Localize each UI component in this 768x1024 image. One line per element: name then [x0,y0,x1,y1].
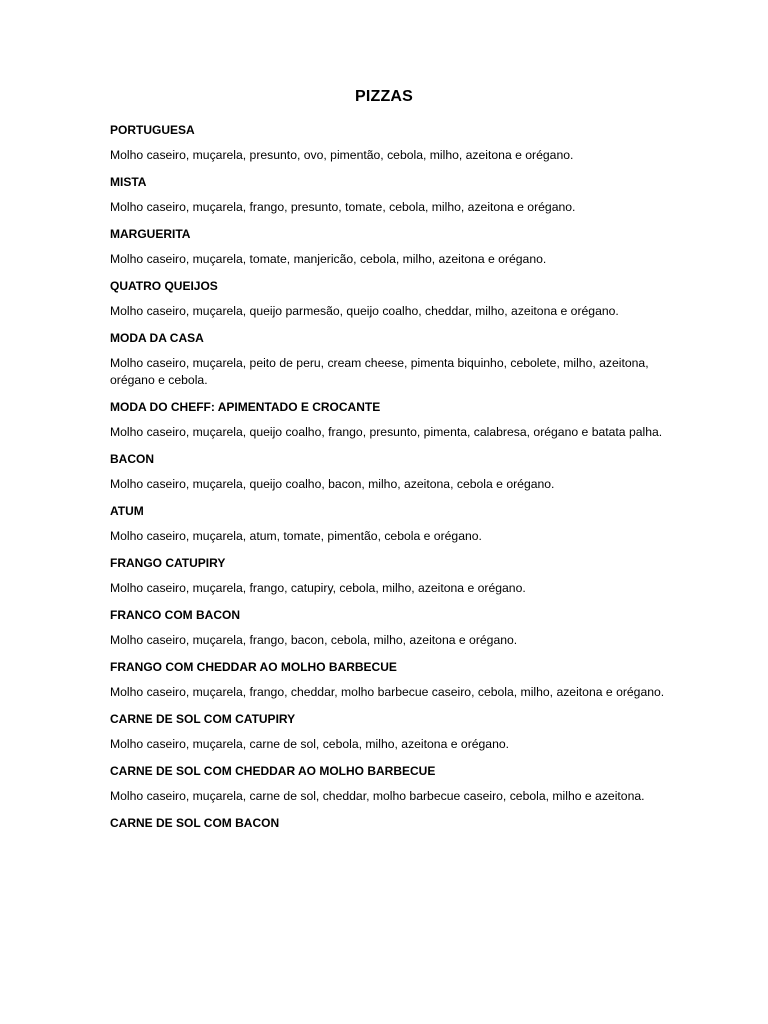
list-item [110,330,670,389]
list-item [110,451,670,493]
pizza-name: FRANGO COM CHEDDAR AO MOLHO BARBECUE [110,660,397,674]
pizza-name: CARNE DE SOL COM CATUPIRY [110,712,296,726]
pizza-name: QUATRO QUEIJOS [110,279,218,293]
pizza-name: FRANGO CATUPIRY [110,556,226,570]
list-item [110,174,670,216]
list-item [110,122,670,164]
pizza-description: Molho caseiro, muçarela, frango, catupiry, cebola, milho, azeitona e orégano. [110,581,526,595]
list-item [110,659,670,701]
list-item [110,607,670,649]
pizza-name: MARGUERITA [110,227,191,241]
pizza-description: Molho caseiro, muçarela, carne de sol, cebola, milho, azeitona e orégano. [110,737,510,751]
list-item [110,763,670,805]
pizza-name: PORTUGUESA [110,123,195,137]
list-item [110,226,670,268]
list-item [110,555,670,597]
pizza-name: ATUM [110,504,144,518]
pizza-description: Molho caseiro, muçarela, queijo coalho, bacon, milho, azeitona, cebola e orégano. [110,477,555,491]
pizza-description: Molho caseiro, muçarela, tomate, manjericão, cebola, milho, azeitona e orégano. [110,252,547,266]
pizza-description: Molho caseiro, muçarela, presunto, ovo, pimentão, cebola, milho, azeitona e orégano. [110,148,574,162]
list-item [110,278,670,320]
pizza-name: CARNE DE SOL COM CHEDDAR AO MOLHO BARBECUE [110,764,436,778]
pizza-description: Molho caseiro, muçarela, frango, bacon, cebola, milho, azeitona e orégano. [110,633,518,647]
pizza-name: MODA DA CASA [110,331,204,345]
list-item [110,399,670,441]
pizza-name: FRANCO COM BACON [110,608,240,622]
pizza-name: MISTA [110,175,147,189]
pizza-description: Molho caseiro, muçarela, frango, presunto, tomate, cebola, milho, azeitona e orégano. [110,200,576,214]
page-title: PIZZAS [354,88,414,105]
list-item [110,711,670,753]
pizza-description: Molho caseiro, muçarela, peito de peru, cream cheese, pimenta biquinho, cebolete, milho, azeitona, orégano e cebola. [110,356,649,387]
pizza-description: Molho caseiro, muçarela, queijo coalho, frango, presunto, pimenta, calabresa, orégano e batata palha. [110,425,663,439]
list-item [110,815,670,831]
pizza-description: Molho caseiro, muçarela, frango, cheddar, molho barbecue caseiro, cebola, milho, azeitona e orégano. [110,685,665,699]
pizza-description: Molho caseiro, muçarela, atum, tomate, pimentão, cebola e orégano. [110,529,482,543]
pizza-name: BACON [110,452,154,466]
pizza-list [110,122,670,841]
pizza-name: CARNE DE SOL COM BACON [110,816,280,830]
list-item [110,503,670,545]
pizza-description: Molho caseiro, muçarela, carne de sol, cheddar, molho barbecue caseiro, cebola, milho e azeitona. [110,789,645,803]
pizza-name: MODA DO CHEFF: APIMENTADO E CROCANTE [110,400,381,414]
pizza-description: Molho caseiro, muçarela, queijo parmesão, queijo coalho, cheddar, milho, azeitona e orégano. [110,304,619,318]
